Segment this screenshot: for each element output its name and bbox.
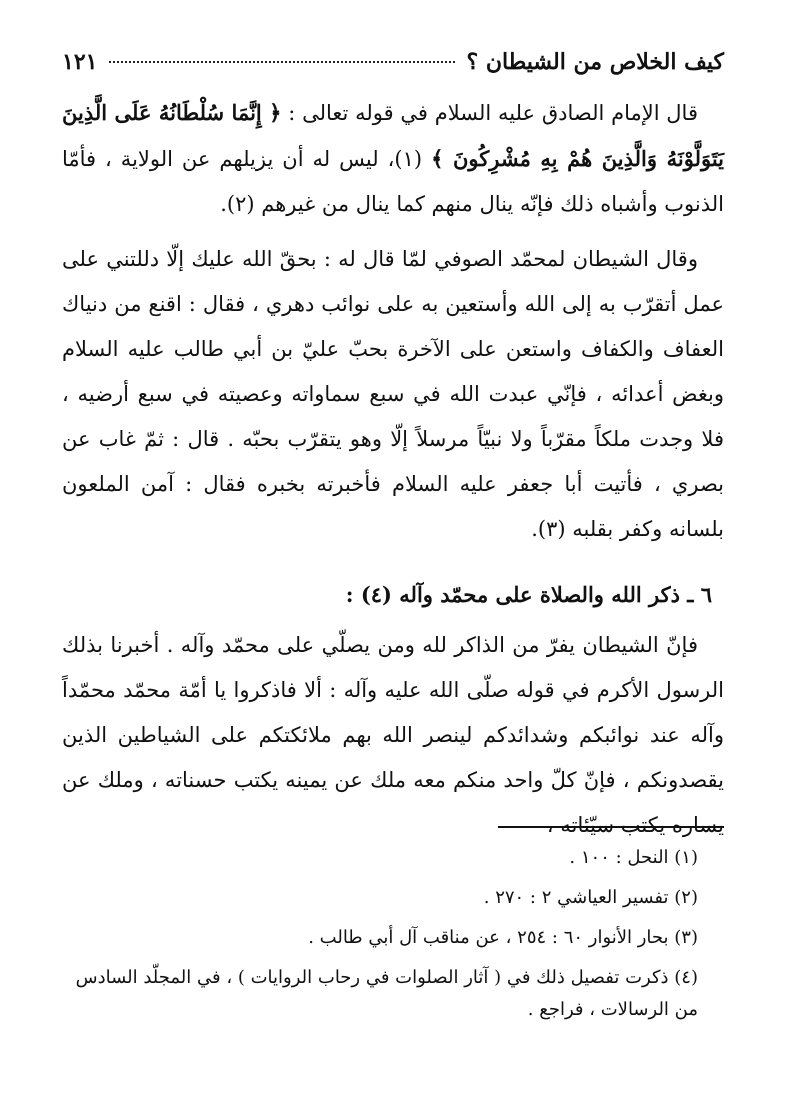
footnotes — [62, 826, 724, 1034]
footnote-divider — [498, 826, 724, 828]
running-header — [62, 40, 724, 84]
footnote-1: (١) النحل : ١٠٠ . — [569, 847, 698, 868]
section-heading: ٦ ـ ذكر الله والصلاة على محمّد وآله (٤) : — [345, 582, 712, 607]
quran-verse: ﴿ إِنَّمَا سُلْطَانُهُ عَلَى الَّذِينَ يَتَوَلَّوْنَهُ وَالَّذِينَ هُمْ بِهِ مُشْرِكُونَ ﴾ — [62, 100, 725, 171]
paragraph-1 — [62, 90, 724, 227]
footnote-4: (٤) ذكرت تفصيل ذلك في ( آثار الصلوات في رحاب الروايات ) ، في المجلّد السادس من الرسالات ، فراجع . — [75, 967, 698, 1020]
page-number: ١٢١ — [62, 49, 98, 75]
running-title: كيف الخلاص من الشيطان ؟ — [466, 49, 724, 75]
main-text — [62, 90, 724, 858]
leader-dots — [109, 61, 454, 63]
footnote-2: (٢) تفسير العياشي ٢ : ٢٧٠ . — [483, 887, 698, 908]
paragraph-3: فإنّ الشيطان يفرّ من الذاكر لله ومن يصلّي على محمّد وآله . أخبرنا بذلك الرسول الأكرم في قوله صلّى الله عليه وآله : ألا فاذكروا يا أمّة محمّد محمّداً وآله عند نوائبكم وشدائدكم لينصر الله بهم ملائكتكم على الشياطين الذين يقصدونكم ، فإنّ كلّ واحد منكم معه ملك عن يمينه يكتب حسناته ، وملك عن يساره يكتب سيّئاته ، — [62, 633, 724, 837]
paragraph-1-intro: قال الإمام الصادق عليه السلام في قوله تعالى : — [288, 101, 698, 125]
footnote-3: (٣) بحار الأنوار ٦٠ : ٢٥٤ ، عن مناقب آل أبي طالب . — [308, 927, 698, 948]
paragraph-1-rest: (١)، ليس له أن يزيلهم عن الولاية ، فأمّا الذنوب وأشباه ذلك فإنّه ينال منهم كما ينال من غيرهم (٢). — [62, 147, 724, 216]
paragraph-2: وقال الشيطان لمحمّد الصوفي لمّا قال له : بحقّ الله عليك إلّا دللتني على عمل أتقرّب به إلى الله وأستعين به على نوائب دهري ، فقال : اقنع من دنياك العفاف والكفاف واستعن على الآخرة بحبّ عليّ بن أبي طالب عليه السلام وبغض أعدائه ، فإنّي عبدت الله في سبع سماواته وعصيته في سبع أرضيه ، فلا وجدت ملكاً مقرّباً ولا نبيّاً مرسلاً إلّا وهو يتقرّب بحبّه . قال : ثمّ غاب عن بصري ، فأتيت أبا جعفر عليه السلام فأخبرته بخبره فقال : آمن الملعون بلسانه وكفر بقلبه (٣). — [62, 247, 724, 541]
